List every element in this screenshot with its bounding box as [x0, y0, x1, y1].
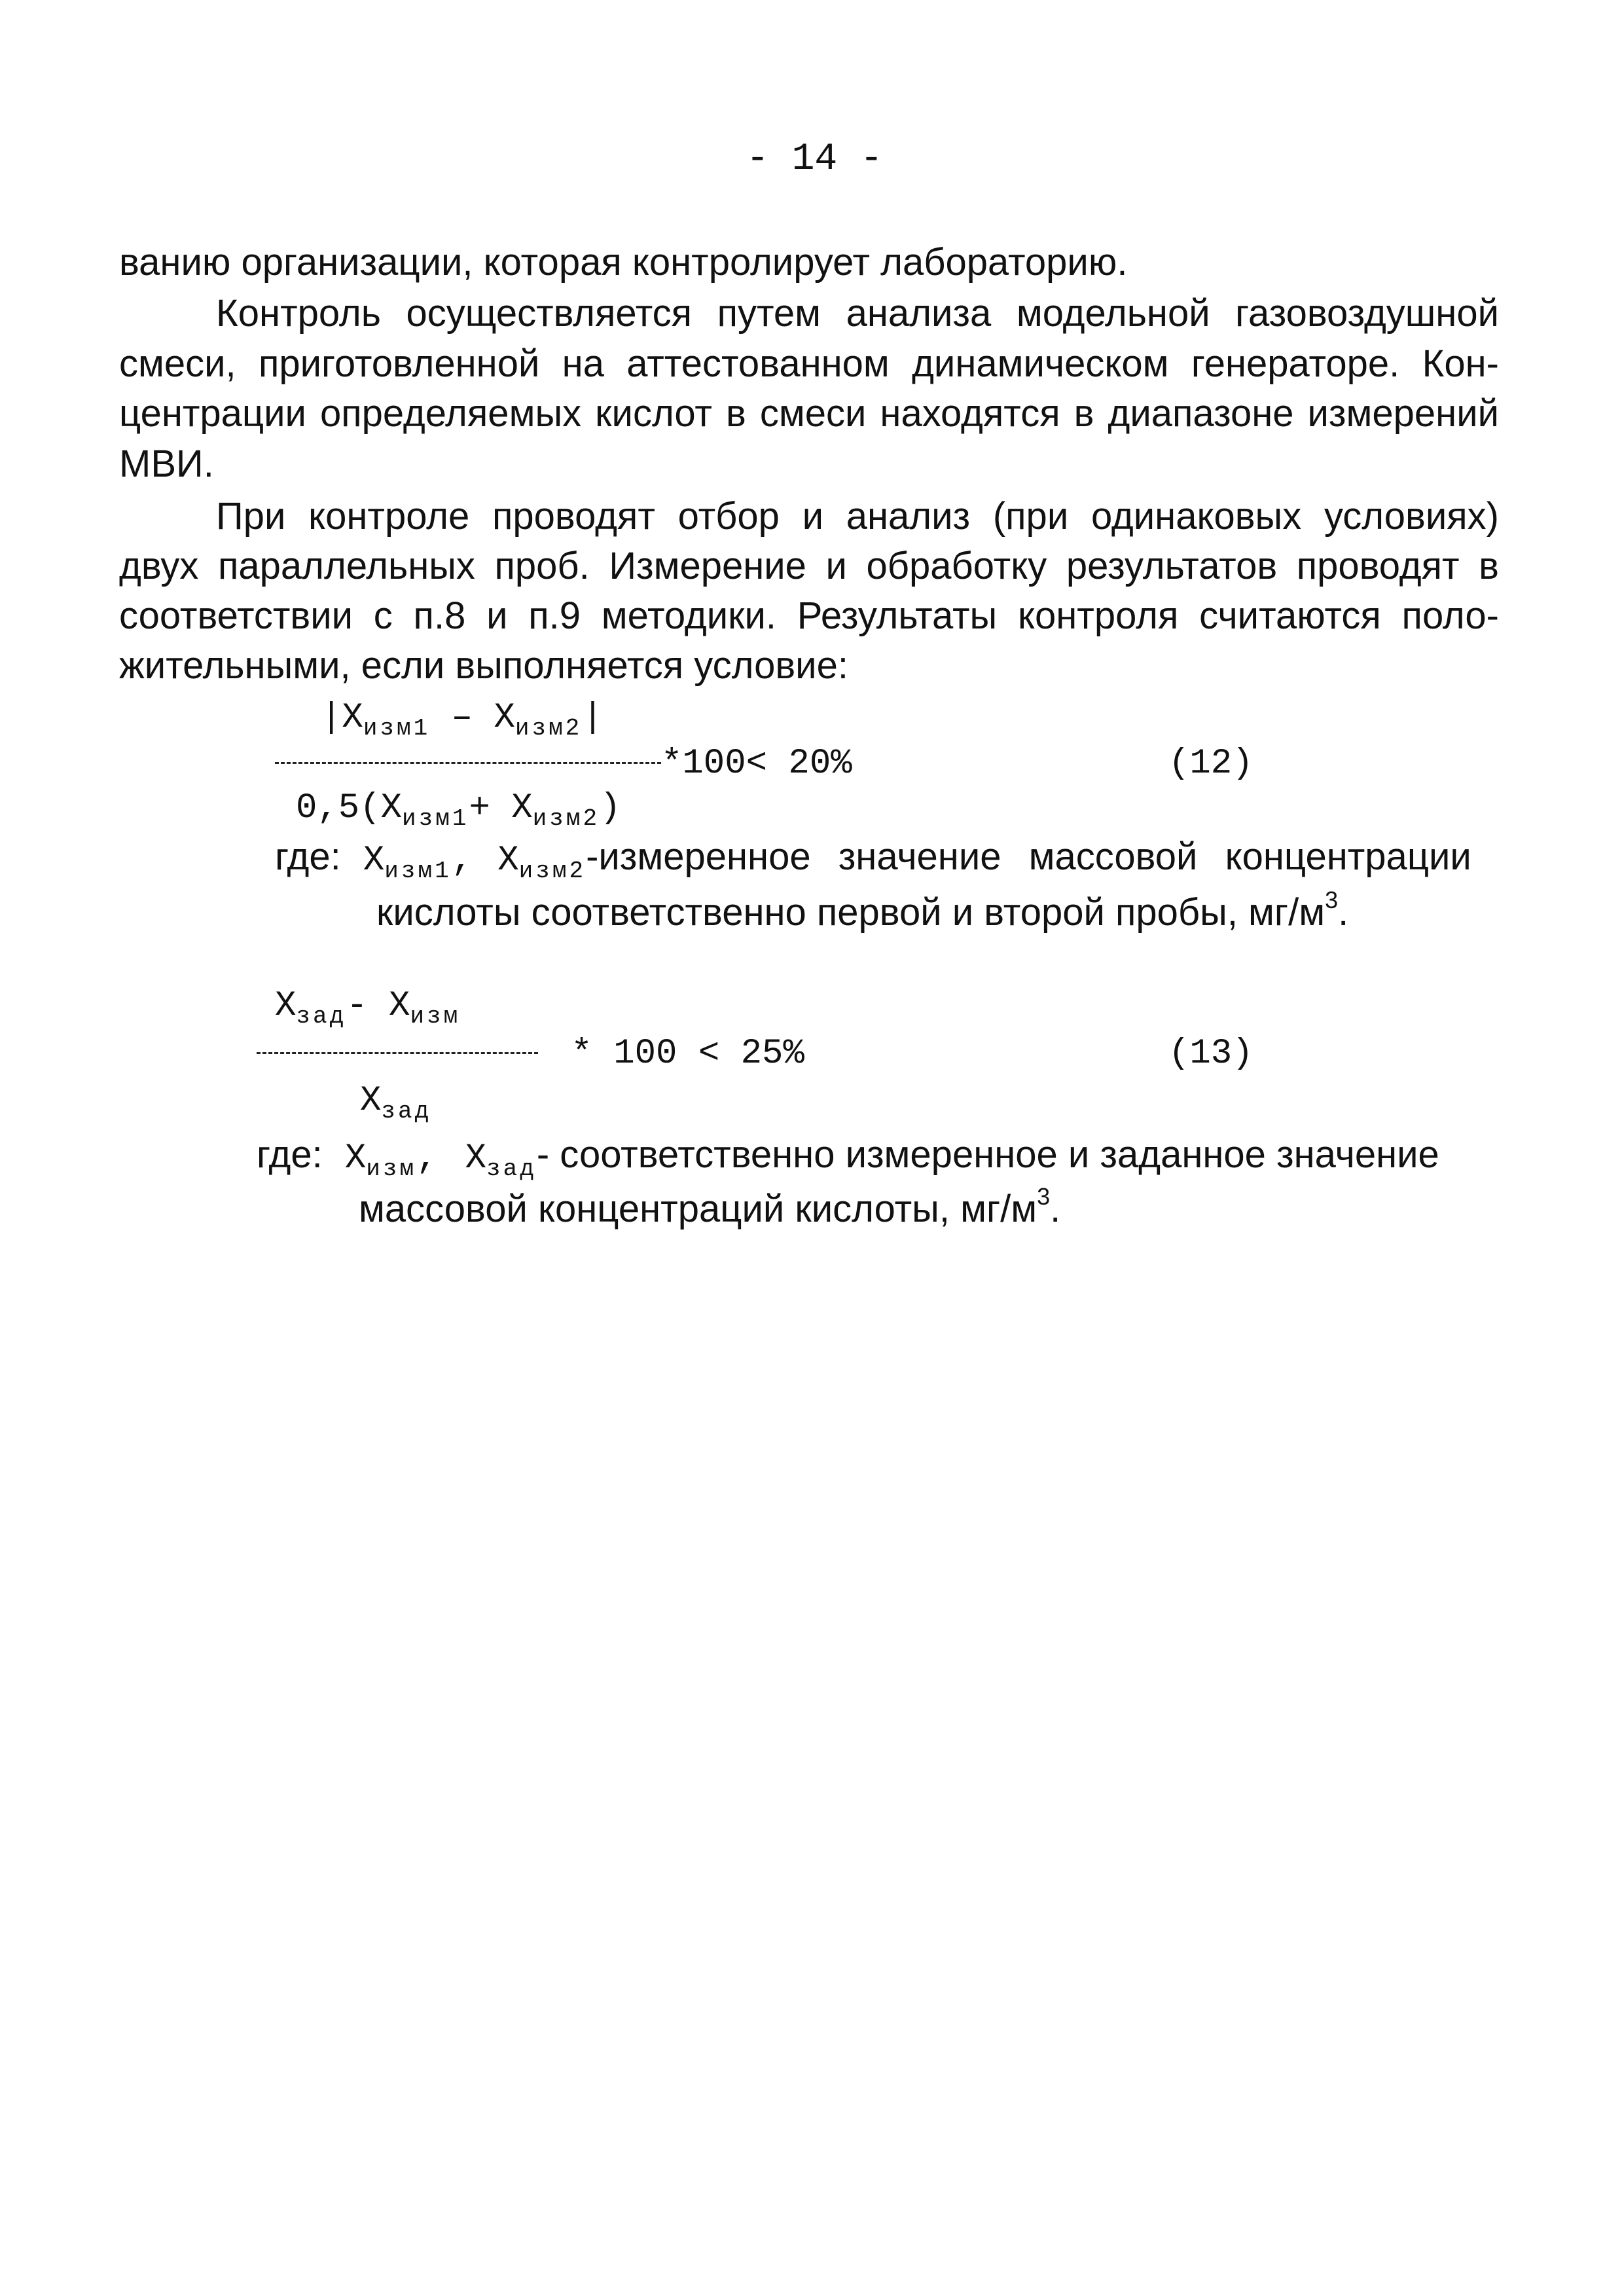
formula-12-denominator: $0,5(X_{изм1}+ X_{изм2})$	[296, 788, 621, 832]
text-line-2: Контроль осуществляется путем анализа модельной газовоздушной	[216, 292, 1499, 335]
formula-12-fraction-line: *100< 20%	[275, 746, 852, 782]
text-line-1: ванию организации, которая контролирует лабораторию.	[119, 241, 1128, 283]
where-13-line-1: где: $X_{изм}$, $X_{зад}-$ соответственно измеренное и заданное значение	[257, 1133, 1439, 1182]
where-13-line-2: массовой концентраций кислоты, $мг/м^3$.	[359, 1183, 1061, 1230]
formula-12-number: (12)	[1168, 744, 1253, 784]
where-12-line-2: кислоты соответственно первой и второй пробы, $мг/м^3$.	[376, 886, 1349, 934]
formula-13-fraction-line: * 100 < 25%	[257, 1036, 804, 1072]
where-12-line-1: где: $X_{изм1}$, $X_{изм2}$-измеренное значение массовой концентрации	[275, 835, 1471, 884]
formula-13-number: (13)	[1168, 1034, 1253, 1074]
text-line-8: соответствии с п.8 и п.9 методики. Результаты контроля считаются поло-	[119, 594, 1499, 637]
text-line-7: двух параллельных проб. Измерение и обработку результатов проводят в	[119, 545, 1499, 587]
formula-12-numerator: $|X_{изм1} - X_{изм2}|$	[321, 698, 604, 742]
text-line-4: центрации определяемых кислот в смеси находятся в диапазоне измерений	[119, 392, 1499, 435]
text-line-9: жительными, если выполняется условие:	[119, 644, 848, 687]
fraction-bar-12	[275, 762, 661, 764]
formula-13-numerator: $X_{зад}-$ $X_{изм}$	[275, 986, 461, 1030]
fraction-bar-13	[257, 1052, 538, 1054]
text-line-5: МВИ.	[119, 443, 214, 485]
text-line-3: смеси, приготовленной на аттестованном динамическом генераторе. Кон-	[119, 342, 1499, 385]
page-number: - 14 -	[746, 138, 883, 181]
text-line-6: При контроле проводят отбор и анализ (при одинаковых условиях)	[216, 495, 1499, 538]
formula-13-denominator: $X_{зад}$	[360, 1081, 432, 1125]
